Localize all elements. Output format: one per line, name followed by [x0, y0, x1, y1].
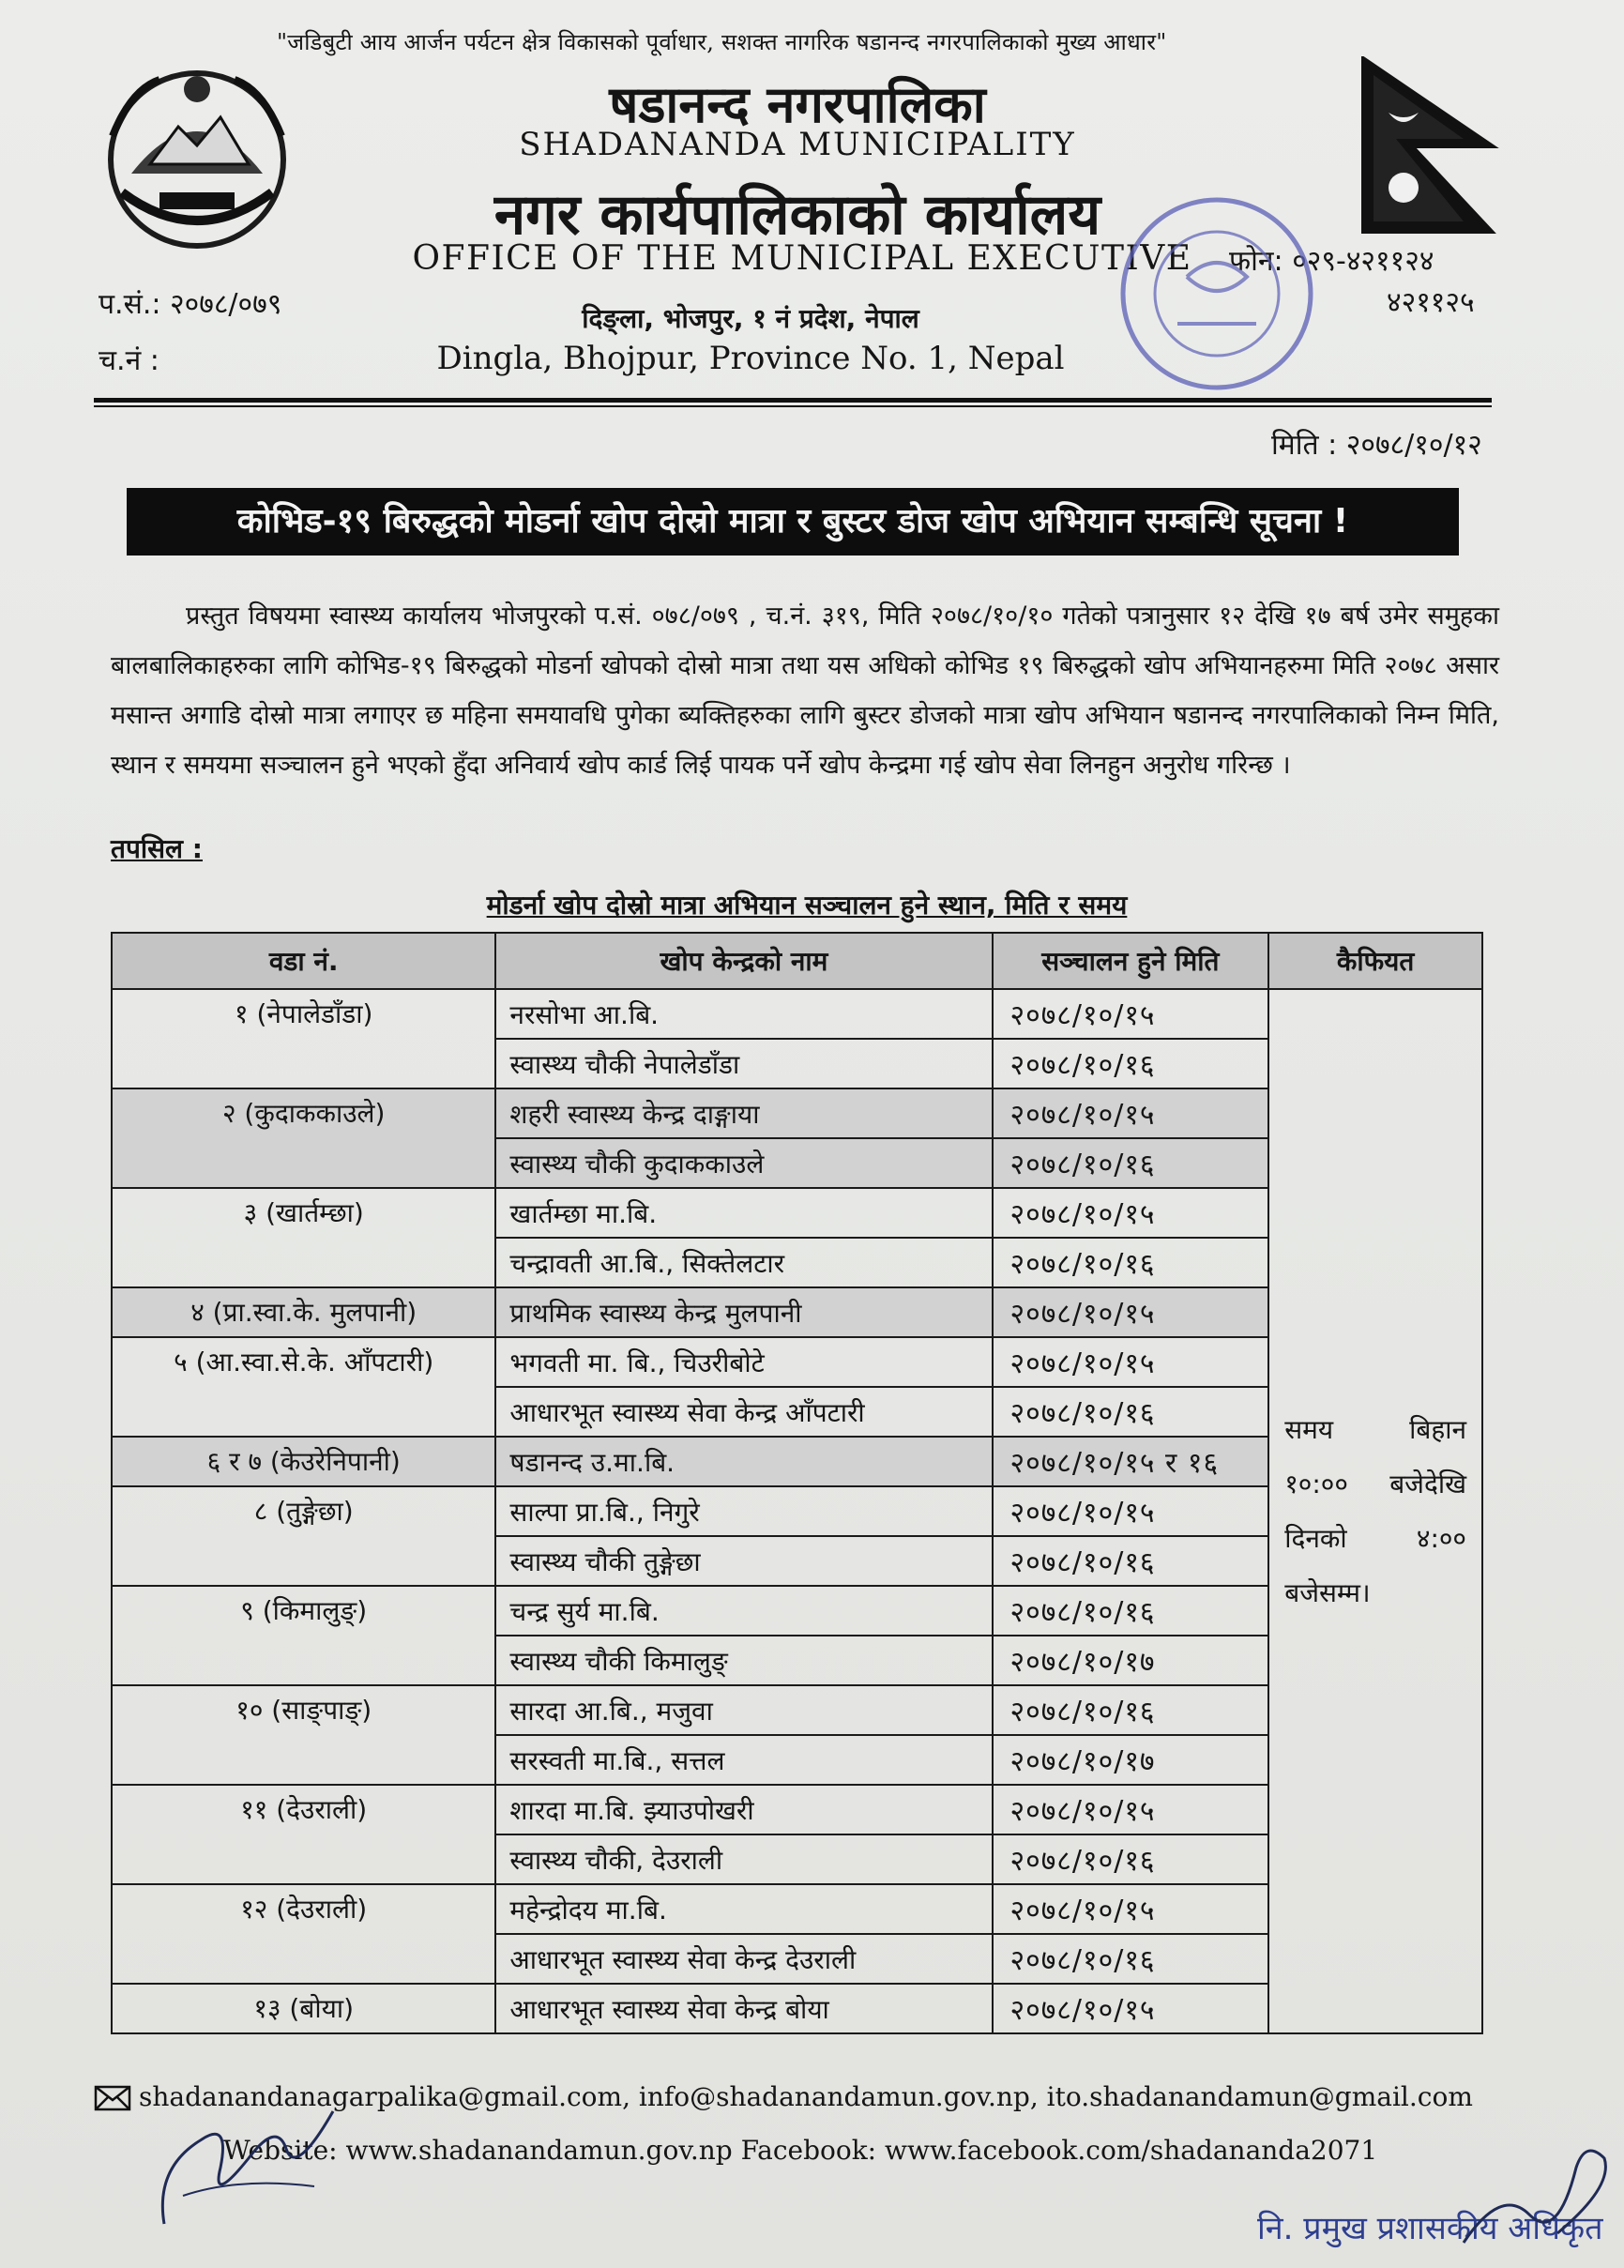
date-cell: २०७८/१०/१६ [993, 1536, 1269, 1586]
address-nepali: दिङ्ला, भोजपुर, १ नं प्रदेश, नेपाल [582, 303, 919, 334]
date-cell: २०७८/१०/१५ [993, 1337, 1269, 1387]
remark-cell: समय बिहान १०:०० बजेदेखि दिनको ४:०० बजेसम्म। [1268, 989, 1482, 2033]
phone-number-2: ४२११२५ [1387, 286, 1475, 319]
center-name-cell: स्वास्थ्य चौकी, देउराली [495, 1834, 992, 1884]
center-name-cell: साल्पा प्रा.बि., निगुरे [495, 1486, 992, 1536]
office-name-nepali: नगर कार्यपालिकाको कार्यालय [493, 182, 1101, 248]
center-name-cell: महेन्द्रोदय मा.बि. [495, 1884, 992, 1934]
municipality-name-nepali: षडानन्द नगरपालिका [609, 75, 986, 134]
date-cell: २०७८/१०/१५ [993, 1287, 1269, 1337]
center-name-cell: स्वास्थ्य चौकी किमालुङ् [495, 1636, 992, 1685]
date-cell: २०७८/१०/१५ [993, 1984, 1269, 2033]
date-cell: २०७८/१०/१६ [993, 1138, 1269, 1188]
center-name-cell: सारदा आ.बि., मजुवा [495, 1685, 992, 1735]
letter-date: मिति : २०७८/१०/१२ [1271, 429, 1482, 462]
center-name-cell: चन्द्रावती आ.बि., सिक्तेलटार [495, 1238, 992, 1287]
ward-cell: १३ (बोया) [112, 1984, 495, 2033]
ward-cell: ५ (आ.स्वा.से.के. आँपटारी) [112, 1337, 495, 1437]
date-cell: २०७८/१०/१५ [993, 1088, 1269, 1138]
ward-cell: ९ (किमालुङ्) [112, 1586, 495, 1685]
nepal-flag-icon [1358, 56, 1499, 235]
ward-cell: ८ (तुङ्गेछा) [112, 1486, 495, 1586]
notice-body: प्रस्तुत विषयमा स्वास्थ्य कार्यालय भोजपुरको प.सं. ०७८/०७९ , च.नं. ३१९, मिति २०७८/१०/१० गतेको पत्रानुसार १२ देखि १७ बर्ष उमेर समुहका बालबालिकाहरुका लागि कोभिड-१९ बिरुद्धको मोडर्ना खोपको दोस्रो मात्रा तथा यस अधिको कोभिड १९ बिरुद्धको खोप अभियानहरुमा मिति २०७८ असार मसान्त अगाडि दोस्रो मात्रा लगाएर छ महिना समयावधि पुगेका ब्यक्तिहरुका लागि बुस्टर डोजको मात्रा खोप अभियान षडानन्द नगरपालिकाको निम्न मिति, स्थान र समयमा सञ्चालन हुने भएको हुँदा अनिवार्य खोप कार्ड लिई पायक पर्ने खोप केन्द्रमा गई खोप सेवा लिनहुन अनुरोध गरिन्छ । [111, 601, 1499, 780]
ward-cell: ११ (देउराली) [112, 1785, 495, 1884]
table-caption: मोडर्ना खोप दोस्रो मात्रा अभियान सञ्चालन हुने स्थान, मिति र समय [486, 890, 1128, 921]
ward-cell: १ (नेपालेडाँडा) [112, 989, 495, 1088]
signer-designation: नि. प्रमुख प्रशासकीय अधिकृत [1257, 2210, 1603, 2247]
footer-emails: shadanandanagarpalika@gmail.com, info@shadanandamun.gov.np, ito.shadanandamun@gmail.com [139, 2081, 1473, 2112]
date-cell: २०७८/१०/१६ [993, 1387, 1269, 1437]
date-cell: २०७८/१०/१६ [993, 1238, 1269, 1287]
office-name-english: OFFICE OF THE MUNICIPAL EXECUTIVE [412, 239, 1192, 278]
date-cell: २०७८/१०/१७ [993, 1636, 1269, 1685]
center-name-cell: आधारभूत स्वास्थ्य सेवा केन्द्र आँपटारी [495, 1387, 992, 1437]
notice-title: कोभिड-१९ बिरुद्धको मोडर्ना खोप दोस्रो मात्रा र बुस्टर डोज खोप अभियान सम्बन्धि सूचना ! [127, 488, 1459, 556]
reference-number: प.सं.: २०७८/०७९ [99, 288, 282, 321]
handwritten-signature [145, 2083, 352, 2233]
center-name-cell: सरस्वती मा.बि., सत्तल [495, 1735, 992, 1785]
center-name-cell: आधारभूत स्वास्थ्य सेवा केन्द्र देउराली [495, 1934, 992, 1984]
date-cell: २०७८/१०/१६ [993, 1685, 1269, 1735]
date-cell: २०७८/१०/१६ [993, 1586, 1269, 1636]
remark-column-header: कैफियत [1268, 933, 1482, 989]
details-label: तपसिल : [111, 833, 203, 864]
center-column-header: खोप केन्द्रको नाम [495, 933, 992, 989]
center-name-cell: आधारभूत स्वास्थ्य सेवा केन्द्र बोया [495, 1984, 992, 2033]
date-cell: २०७८/१०/१५ [993, 989, 1269, 1039]
center-name-cell: षडानन्द उ.मा.बि. [495, 1437, 992, 1486]
center-name-cell: स्वास्थ्य चौकी तुङ्गेछा [495, 1536, 992, 1586]
nepal-emblem-icon [94, 52, 300, 258]
ward-cell: २ (कुदाककाउले) [112, 1088, 495, 1188]
office-stamp [1112, 183, 1323, 403]
date-cell: २०७८/१०/१५ [993, 1785, 1269, 1834]
table-header-row [112, 933, 1482, 989]
table-body [112, 989, 1482, 2033]
center-name-cell: चन्द्र सुर्य मा.बि. [495, 1586, 992, 1636]
date-cell: २०७८/१०/१६ [993, 1834, 1269, 1884]
date-column-header: सञ्चालन हुने मिति [993, 933, 1269, 989]
footer-website: Website: www.shadanandamun.gov.np Facebook: www.facebook.com/shadananda2071 [223, 2135, 1378, 2166]
center-name-cell: खार्तम्छा मा.बि. [495, 1188, 992, 1238]
municipality-name-english: SHADANANDA MUNICIPALITY [519, 126, 1076, 163]
date-cell: २०७८/१०/१५ [993, 1486, 1269, 1536]
center-name-cell: स्वास्थ्य चौकी नेपालेडाँडा [495, 1039, 992, 1088]
address-english: Dingla, Bhojpur, Province No. 1, Nepal [436, 340, 1065, 377]
date-cell: २०७८/१०/१६ [993, 1934, 1269, 1984]
date-cell: २०७८/१०/१७ [993, 1735, 1269, 1785]
header-rule [94, 398, 1492, 403]
ward-cell: ३ (खार्तम्छा) [112, 1188, 495, 1287]
date-cell: २०७८/१०/१५ र १६ [993, 1437, 1269, 1486]
ward-cell: १२ (देउराली) [112, 1884, 495, 1984]
center-name-cell: नरसोभा आ.बि. [495, 989, 992, 1039]
header-rule-thin [94, 405, 1492, 407]
dispatch-number: च.नं : [99, 344, 159, 377]
date-cell: २०७८/१०/१५ [993, 1884, 1269, 1934]
municipal-motto: "जडिबुटी आय आर्जन पर्यटन क्षेत्र विकासको पूर्वाधार, सशक्त नागरिक षडानन्द नगरपालिकाको मुख्य आधार" [277, 29, 1167, 55]
ward-cell: १० (साङ्पाङ्) [112, 1685, 495, 1785]
mail-icon [94, 2085, 131, 2111]
ward-cell: ४ (प्रा.स्वा.के. मुलपानी) [112, 1287, 495, 1337]
officer-signature [1445, 2130, 1623, 2261]
center-name-cell: प्राथमिक स्वास्थ्य केन्द्र मुलपानी [495, 1287, 992, 1337]
date-cell: २०७८/१०/१६ [993, 1039, 1269, 1088]
table-row [112, 989, 1482, 1039]
ward-column-header: वडा नं. [112, 933, 495, 989]
ward-cell: ६ र ७ (केउरेनिपानी) [112, 1437, 495, 1486]
date-cell: २०७८/१०/१५ [993, 1188, 1269, 1238]
center-name-cell: शहरी स्वास्थ्य केन्द्र दाङ्गाया [495, 1088, 992, 1138]
phone-number-1: फोन: ०२९-४२११२४ [1229, 245, 1434, 278]
vaccination-schedule-table [111, 932, 1483, 2034]
center-name-cell: स्वास्थ्य चौकी कुदाककाउले [495, 1138, 992, 1188]
center-name-cell: भगवती मा. बि., चिउरीबोटे [495, 1337, 992, 1387]
center-name-cell: शारदा मा.बि. झ्याउपोखरी [495, 1785, 992, 1834]
